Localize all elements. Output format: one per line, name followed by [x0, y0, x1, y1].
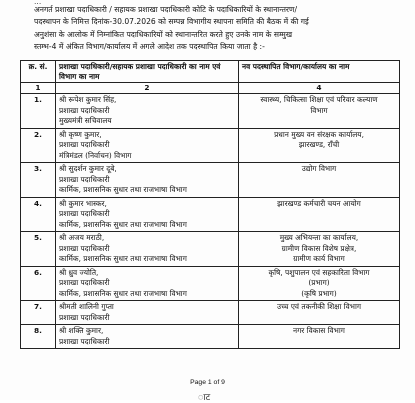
table-row — [21, 128, 400, 163]
table-header-row — [21, 61, 400, 83]
dept-line: मुख्य अभियन्ता का कार्यालय, — [279, 233, 359, 242]
officer-line: प्रशाखा पदाधिकारी — [59, 209, 110, 218]
column-number: 4 — [239, 83, 400, 94]
serial-number: 6. — [21, 266, 56, 301]
officer-line: प्रशाखा पदाधिकारी — [59, 243, 110, 253]
dept-line: (कृषि प्रभाग) — [301, 288, 337, 298]
dept-line: झारखण्ड, राँची — [298, 140, 340, 149]
serial-number: 7. — [21, 301, 56, 325]
table-row — [21, 266, 400, 301]
intro-line: अनगर्त प्रशाखा पदाधिकारी / सहायक प्रशाखा पदाधिकारी कोटि के पदाधिकारियों के स्थानान्तरण/ — [34, 5, 298, 14]
officer-line: प्रशाखा पदाधिकारी — [59, 336, 110, 346]
intro-line: अनुशंसा के आलोक में निम्नांकित पदाधिकारियों को स्थानान्तरित करते हुए उनके नाम के सम्मुख — [34, 29, 293, 39]
dept-line: उद्योग विभाग — [301, 164, 337, 173]
dept-line: (प्रभाग) — [308, 278, 330, 287]
new-dept-cell — [239, 197, 400, 232]
dept-line: ग्रामीण कार्य विभाग — [293, 254, 345, 263]
new-dept-cell — [239, 94, 400, 129]
header-officer: प्रशाखा पदाधिकारी/सहायक प्रशाखा पदाधिकारी का नाम एवं विभाग का नाम — [56, 61, 239, 83]
new-dept-cell — [239, 266, 400, 301]
signature-mark: ाट — [198, 393, 211, 403]
officer-line: श्री सुदर्शन कुमार दूबे, — [59, 164, 117, 173]
officer-line: श्री कृष्ण कुमार, — [59, 129, 102, 139]
officer-cell — [56, 266, 239, 301]
officer-cell — [56, 325, 239, 349]
intro-line: ... — [34, 0, 42, 6]
dept-line: झारखण्ड कर्मचारी चयन आयोग — [277, 198, 361, 208]
officer-line: कार्मिक, प्रशासनिक सुधार तथा राजभाषा विभाग — [59, 219, 187, 229]
dept-line: विभाग — [310, 105, 328, 115]
officer-line: श्री शक्ति कुमार, — [59, 326, 104, 335]
officer-cell — [56, 128, 239, 163]
officer-line: प्रशाखा पदाधिकारी — [59, 312, 110, 322]
serial-number: 5. — [21, 232, 56, 267]
table-row — [21, 94, 400, 129]
table-row — [21, 232, 400, 267]
officer-line: कार्मिक, प्रशासनिक सुधार तथा राजभाषा विभाग — [59, 288, 187, 298]
intro-line: स्तम्भ-4 में अंकित विभाग/कार्यालय में अगले आदेश तक पदस्थापित किया जाता है :- — [34, 42, 265, 52]
table-row — [21, 163, 400, 198]
intro-line: पदस्थापन के निमित्त दिनांक-30.07.2026 को सम्पन्न विभागीय स्थापना समिति की बैठक में की गई — [34, 17, 309, 27]
new-dept-cell — [239, 301, 400, 325]
serial-number: 2. — [21, 128, 56, 163]
officer-cell — [56, 197, 239, 232]
serial-number: 8. — [21, 325, 56, 349]
officer-line: प्रशाखा पदाधिकारी — [59, 278, 110, 287]
officer-cell — [56, 232, 239, 267]
officer-line: मुख्यमंत्री सचिवालय — [59, 116, 112, 125]
officer-line: कार्मिक, प्रशासनिक सुधार तथा राजभाषा विभाग — [59, 254, 187, 263]
table-row — [21, 197, 400, 232]
dept-line: ग्रामीण विकास विशेष प्रक्षेत्र, — [281, 243, 357, 253]
officer-line: श्रीमती शालिनी गुप्ता — [59, 302, 114, 311]
officer-cell — [56, 301, 239, 325]
column-number: 2 — [56, 83, 239, 94]
table-body — [21, 94, 400, 349]
intro-paragraph — [34, 0, 390, 54]
column-number-row — [21, 83, 400, 94]
officer-line: श्री कुमार भास्कर, — [59, 198, 107, 208]
officer-line: श्री रूपेश कुमार सिंह, — [59, 95, 117, 104]
officer-line: मंत्रिमंडल (निर्वाचन) विभाग — [59, 150, 132, 160]
dept-line: प्रधान मुख्य वन संरक्षक कार्यालय, — [274, 129, 364, 139]
header-serial: क्र. सं. — [21, 61, 56, 83]
new-dept-cell — [239, 163, 400, 198]
new-dept-cell — [239, 232, 400, 267]
dept-line: स्वास्थ्य, चिकित्सा शिक्षा एवं परिवार कल्याण — [260, 95, 378, 104]
officer-cell — [56, 94, 239, 129]
officer-line: प्रशाखा पदाधिकारी — [59, 140, 110, 149]
officer-line: श्री अजय मराठी, — [59, 233, 105, 242]
posting-table — [20, 60, 400, 349]
new-dept-cell — [239, 128, 400, 163]
column-number: 1 — [21, 83, 56, 94]
dept-line: नगर विकास विभाग — [293, 326, 345, 335]
serial-number: 1. — [21, 94, 56, 129]
dept-line: कृषि, पशुपालन एवं सहकारिता विभाग — [268, 267, 370, 277]
dept-line: उच्च एवं तकनीकी शिक्षा विभाग — [276, 302, 362, 311]
officer-line: प्रशाखा पदाधिकारी — [59, 105, 110, 115]
officer-cell — [56, 163, 239, 198]
serial-number: 3. — [21, 163, 56, 198]
serial-number: 4. — [21, 197, 56, 232]
officer-line: श्री ध्रुव ज्योति, — [59, 267, 99, 277]
officer-line: प्रशाखा पदाधिकारी — [59, 174, 110, 184]
table-row — [21, 325, 400, 349]
officer-line: कार्मिक, प्रशासनिक सुधार तथा राजभाषा विभाग — [59, 185, 187, 194]
table-row — [21, 301, 400, 325]
new-dept-cell — [239, 325, 400, 349]
page-footer: Page 1 of 9 — [190, 379, 225, 386]
header-new-dept: नव पदस्थापित विभाग/कार्यालय का नाम — [239, 61, 400, 83]
